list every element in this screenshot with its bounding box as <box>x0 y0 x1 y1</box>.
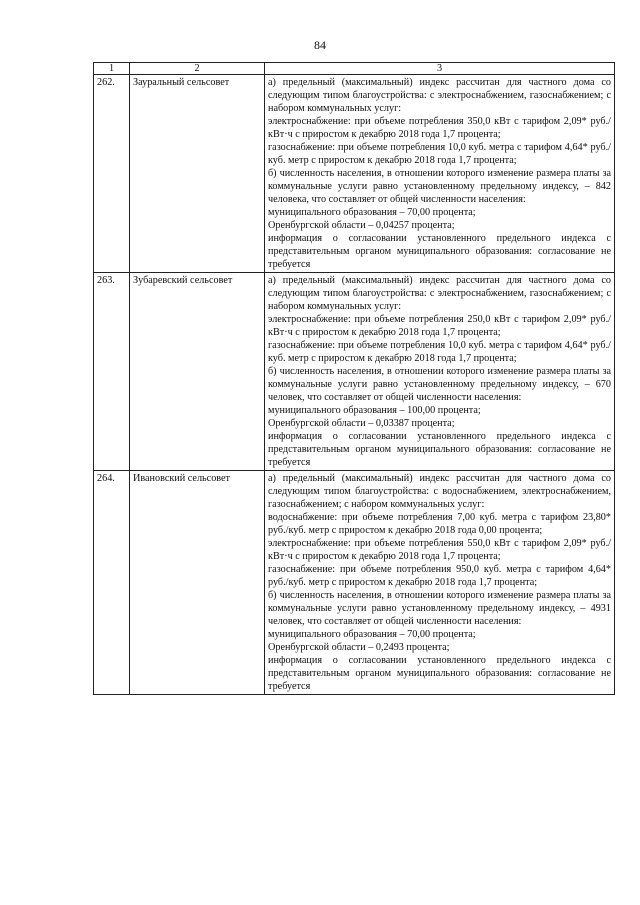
settlement-name: Зубаревский сельсовет <box>130 273 265 471</box>
description-line: муниципального образования – 70,00 процента; <box>268 629 476 640</box>
column-header: 2 <box>130 63 265 75</box>
column-header: 3 <box>265 63 615 75</box>
description-line: информация о согласовании установленного предельного индекса с представительным органом муниципального образования: согласование не требуется <box>268 655 611 692</box>
description-line: информация о согласовании установленного предельного индекса с представительным органом муниципального образования: согласование не требуется <box>268 431 611 468</box>
description-line: Оренбургской области – 0,03387 процента; <box>268 418 455 429</box>
tariff-index-table <box>93 62 615 695</box>
index-description <box>265 273 615 471</box>
row-number: 263. <box>94 273 130 471</box>
description-line: информация о согласовании установленного предельного индекса с представительным органом муниципального образования: согласование не требуется <box>268 233 611 270</box>
index-description <box>265 471 615 695</box>
description-line: а) предельный (максимальный) индекс рассчитан для частного дома со следующим типом благоустройства: с водоснабжением, электроснабжением, газоснабжением; с набором коммунальных услуг: <box>268 473 611 510</box>
description-line: муниципального образования – 70,00 процента; <box>268 207 476 218</box>
table-header-row <box>94 63 615 75</box>
description-line: б) численность населения, в отношении которого изменение размера платы за коммунальные услуги равно установленному предельному индексу, – 670 человек, что составляет от общей численности населения: <box>268 366 611 403</box>
description-line: электроснабжение: при объеме потребления 550,0 кВт с тарифом 2,09* руб./кВт·ч с приростом к декабрю 2018 года 1,7 процента; <box>268 538 611 562</box>
description-line: б) численность населения, в отношении которого изменение размера платы за коммунальные услуги равно установленному предельному индексу, – 4931 человек, что составляет от общей численности населения: <box>268 590 611 627</box>
row-number: 264. <box>94 471 130 695</box>
description-line: газоснабжение: при объеме потребления 10,0 куб. метра с тарифом 4,64* руб./куб. метр с приростом к декабрю 2018 года 1,7 процента; <box>268 142 611 166</box>
description-line: электроснабжение: при объеме потребления 250,0 кВт с тарифом 2,09* руб./кВт·ч с приростом к декабрю 2018 года 1,7 процента; <box>268 314 611 338</box>
settlement-name: Зауральный сельсовет <box>130 75 265 273</box>
table-row <box>94 75 615 273</box>
description-line: водоснабжение: при объеме потребления 7,00 куб. метра с тарифом 23,80* руб./куб. метр с приростом к декабрю 2018 года 0,00 процента; <box>268 512 611 536</box>
description-line: газоснабжение: при объеме потребления 10,0 куб. метра с тарифом 4,64* руб./куб. метр с приростом к декабрю 2018 года 1,7 процента; <box>268 340 611 364</box>
page-number: 84 <box>314 38 326 52</box>
description-line: газоснабжение: при объеме потребления 950,0 куб. метра с тарифом 4,64* руб./куб. метр с приростом к декабрю 2018 года 1,7 процента; <box>268 564 611 588</box>
table-row <box>94 273 615 471</box>
row-number: 262. <box>94 75 130 273</box>
settlement-name: Ивановский сельсовет <box>130 471 265 695</box>
description-line: электроснабжение: при объеме потребления 350,0 кВт с тарифом 2,09* руб./кВт·ч с приростом к декабрю 2018 года 1,7 процента; <box>268 116 611 140</box>
description-line: муниципального образования – 100,00 процента; <box>268 405 481 416</box>
description-line: Оренбургской области – 0,2493 процента; <box>268 642 450 653</box>
description-line: б) численность населения, в отношении которого изменение размера платы за коммунальные услуги равно установленному предельному индексу, – 842 человека, что составляет от общей численности населения: <box>268 168 611 205</box>
table-row <box>94 471 615 695</box>
description-line: а) предельный (максимальный) индекс рассчитан для частного дома со следующим типом благоустройства: с электроснабжением, газоснабжением; с набором коммунальных услуг: <box>268 77 611 114</box>
index-description <box>265 75 615 273</box>
description-line: Оренбургской области – 0,04257 процента; <box>268 220 455 231</box>
column-header: 1 <box>94 63 130 75</box>
description-line: а) предельный (максимальный) индекс рассчитан для частного дома со следующим типом благоустройства: с электроснабжением, газоснабжением; с набором коммунальных услуг: <box>268 275 611 312</box>
